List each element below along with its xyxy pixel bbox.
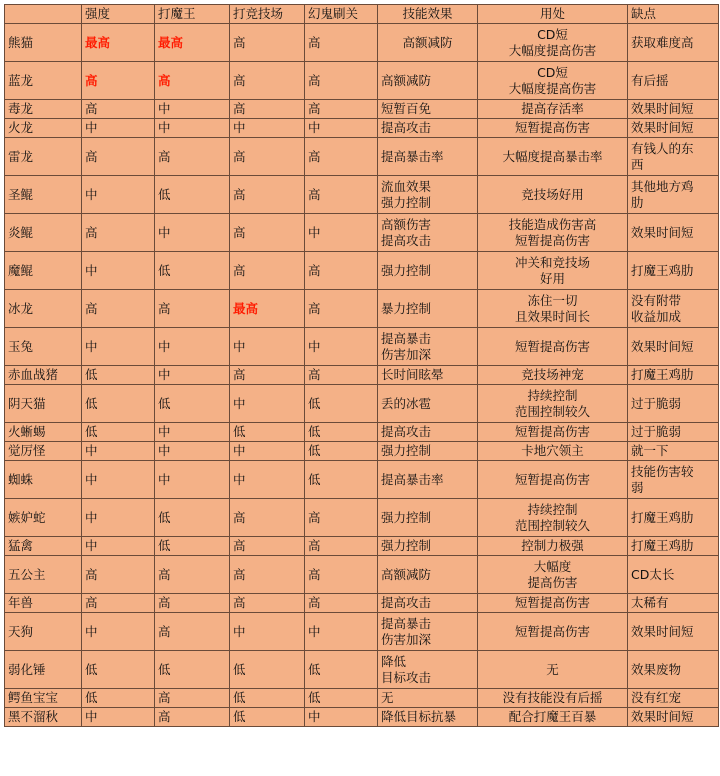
table-row bbox=[5, 651, 719, 689]
strength-cell: 中 bbox=[82, 708, 155, 727]
pet-name: 赤血战猪 bbox=[5, 366, 82, 385]
drawback-cell: 太稀有 bbox=[628, 594, 719, 613]
arena-cell: 中 bbox=[230, 442, 305, 461]
drawback-cell: 过于脆弱 bbox=[628, 423, 719, 442]
ghost-stages-cell: 低 bbox=[305, 651, 378, 689]
strength-cell: 高 bbox=[82, 594, 155, 613]
drawback-cell: 没有红宠 bbox=[628, 689, 719, 708]
drawback-cell: 没有附带 收益加成 bbox=[628, 290, 719, 328]
drawback-cell: 打魔王鸡肋 bbox=[628, 499, 719, 537]
pet-name: 黑不溜秋 bbox=[5, 708, 82, 727]
skill-effect-cell: 流血效果 强力控制 bbox=[378, 176, 478, 214]
pet-name: 觉厉怪 bbox=[5, 442, 82, 461]
boss-cell: 中 bbox=[155, 119, 230, 138]
usage-cell: CD短 大幅度提高伤害 bbox=[478, 24, 628, 62]
header-ghost-stages: 幻鬼刷关 bbox=[305, 5, 378, 24]
drawback-cell: 效果时间短 bbox=[628, 613, 719, 651]
drawback-cell: 就一下 bbox=[628, 442, 719, 461]
drawback-cell: 效果废物 bbox=[628, 651, 719, 689]
boss-cell: 中 bbox=[155, 461, 230, 499]
ghost-stages-cell: 高 bbox=[305, 366, 378, 385]
boss-cell: 中 bbox=[155, 423, 230, 442]
strength-cell: 低 bbox=[82, 366, 155, 385]
pet-name: 蓝龙 bbox=[5, 62, 82, 100]
strength-cell: 中 bbox=[82, 328, 155, 366]
pet-name: 玉兔 bbox=[5, 328, 82, 366]
header-strength: 强度 bbox=[82, 5, 155, 24]
table-row bbox=[5, 556, 719, 594]
boss-cell: 中 bbox=[155, 328, 230, 366]
boss-cell: 低 bbox=[155, 537, 230, 556]
table-row bbox=[5, 24, 719, 62]
boss-cell: 最高 bbox=[155, 24, 230, 62]
skill-effect-cell: 降低 目标攻击 bbox=[378, 651, 478, 689]
usage-cell: 短暂提高伤害 bbox=[478, 423, 628, 442]
boss-cell: 高 bbox=[155, 62, 230, 100]
ghost-stages-cell: 低 bbox=[305, 442, 378, 461]
table-row bbox=[5, 366, 719, 385]
usage-cell: 短暂提高伤害 bbox=[478, 461, 628, 499]
pet-name: 圣鲲 bbox=[5, 176, 82, 214]
table-row bbox=[5, 328, 719, 366]
drawback-cell: 效果时间短 bbox=[628, 119, 719, 138]
skill-effect-cell: 降低目标抗暴 bbox=[378, 708, 478, 727]
boss-cell: 低 bbox=[155, 252, 230, 290]
skill-effect-cell: 提高攻击 bbox=[378, 594, 478, 613]
usage-cell: 短暂提高伤害 bbox=[478, 119, 628, 138]
strength-cell: 中 bbox=[82, 176, 155, 214]
usage-cell: 无 bbox=[478, 651, 628, 689]
ghost-stages-cell: 中 bbox=[305, 214, 378, 252]
table-row bbox=[5, 214, 719, 252]
table-row bbox=[5, 100, 719, 119]
table-row bbox=[5, 423, 719, 442]
table-row bbox=[5, 442, 719, 461]
arena-cell: 中 bbox=[230, 613, 305, 651]
boss-cell: 高 bbox=[155, 138, 230, 176]
ghost-stages-cell: 高 bbox=[305, 499, 378, 537]
ghost-stages-cell: 中 bbox=[305, 613, 378, 651]
pet-name: 弱化锤 bbox=[5, 651, 82, 689]
strength-cell: 中 bbox=[82, 119, 155, 138]
usage-cell: 技能造成伤害高 短暂提高伤害 bbox=[478, 214, 628, 252]
ghost-stages-cell: 高 bbox=[305, 100, 378, 119]
skill-effect-cell: 提高攻击 bbox=[378, 119, 478, 138]
ghost-stages-cell: 高 bbox=[305, 252, 378, 290]
strength-cell: 高 bbox=[82, 138, 155, 176]
skill-effect-cell: 强力控制 bbox=[378, 537, 478, 556]
boss-cell: 中 bbox=[155, 366, 230, 385]
ghost-stages-cell: 低 bbox=[305, 689, 378, 708]
strength-cell: 高 bbox=[82, 100, 155, 119]
usage-cell: 提高存活率 bbox=[478, 100, 628, 119]
table-row bbox=[5, 252, 719, 290]
usage-cell: 没有技能没有后摇 bbox=[478, 689, 628, 708]
pet-name: 火龙 bbox=[5, 119, 82, 138]
table-row bbox=[5, 62, 719, 100]
strength-cell: 低 bbox=[82, 423, 155, 442]
arena-cell: 中 bbox=[230, 119, 305, 138]
boss-cell: 低 bbox=[155, 385, 230, 423]
arena-cell: 高 bbox=[230, 556, 305, 594]
usage-cell: 竞技场神宠 bbox=[478, 366, 628, 385]
skill-effect-cell: 提高暴击率 bbox=[378, 138, 478, 176]
arena-cell: 中 bbox=[230, 461, 305, 499]
strength-cell: 中 bbox=[82, 252, 155, 290]
strength-cell: 低 bbox=[82, 689, 155, 708]
header-skill-effect: 技能效果 bbox=[378, 5, 478, 24]
skill-effect-cell: 高额伤害 提高攻击 bbox=[378, 214, 478, 252]
pet-name: 五公主 bbox=[5, 556, 82, 594]
arena-cell: 低 bbox=[230, 708, 305, 727]
pet-name: 火蜥蜴 bbox=[5, 423, 82, 442]
arena-cell: 高 bbox=[230, 366, 305, 385]
drawback-cell: 有后摇 bbox=[628, 62, 719, 100]
skill-effect-cell: 强力控制 bbox=[378, 442, 478, 461]
skill-effect-cell: 强力控制 bbox=[378, 252, 478, 290]
arena-cell: 高 bbox=[230, 537, 305, 556]
skill-effect-cell: 高额减防 bbox=[378, 24, 478, 62]
table-row bbox=[5, 537, 719, 556]
arena-cell: 低 bbox=[230, 651, 305, 689]
ghost-stages-cell: 高 bbox=[305, 62, 378, 100]
header-row bbox=[5, 5, 719, 24]
boss-cell: 低 bbox=[155, 499, 230, 537]
usage-cell: 大幅度提高暴击率 bbox=[478, 138, 628, 176]
boss-cell: 高 bbox=[155, 556, 230, 594]
boss-cell: 高 bbox=[155, 708, 230, 727]
table-row bbox=[5, 385, 719, 423]
boss-cell: 低 bbox=[155, 176, 230, 214]
arena-cell: 低 bbox=[230, 689, 305, 708]
strength-cell: 低 bbox=[82, 385, 155, 423]
boss-cell: 低 bbox=[155, 651, 230, 689]
pet-name: 天狗 bbox=[5, 613, 82, 651]
strength-cell: 中 bbox=[82, 461, 155, 499]
pet-name: 猛禽 bbox=[5, 537, 82, 556]
arena-cell: 高 bbox=[230, 100, 305, 119]
usage-cell: 大幅度 提高伤害 bbox=[478, 556, 628, 594]
usage-cell: 短暂提高伤害 bbox=[478, 613, 628, 651]
drawback-cell: CD太长 bbox=[628, 556, 719, 594]
strength-cell: 高 bbox=[82, 214, 155, 252]
pet-name: 阴天猫 bbox=[5, 385, 82, 423]
boss-cell: 高 bbox=[155, 594, 230, 613]
strength-cell: 中 bbox=[82, 613, 155, 651]
skill-effect-cell: 强力控制 bbox=[378, 499, 478, 537]
drawback-cell: 打魔王鸡肋 bbox=[628, 366, 719, 385]
arena-cell: 最高 bbox=[230, 290, 305, 328]
pet-name: 熊猫 bbox=[5, 24, 82, 62]
strength-cell: 最高 bbox=[82, 24, 155, 62]
table-row bbox=[5, 119, 719, 138]
arena-cell: 中 bbox=[230, 385, 305, 423]
usage-cell: 持续控制 范围控制较久 bbox=[478, 385, 628, 423]
strength-cell: 中 bbox=[82, 499, 155, 537]
usage-cell: 竞技场好用 bbox=[478, 176, 628, 214]
skill-effect-cell: 丢的冰雹 bbox=[378, 385, 478, 423]
ghost-stages-cell: 低 bbox=[305, 385, 378, 423]
arena-cell: 中 bbox=[230, 328, 305, 366]
skill-effect-cell: 提高暴击 伤害加深 bbox=[378, 328, 478, 366]
table-row bbox=[5, 594, 719, 613]
drawback-cell: 有钱人的东 西 bbox=[628, 138, 719, 176]
usage-cell: 冻住一切 且效果时间长 bbox=[478, 290, 628, 328]
skill-effect-cell: 提高暴击率 bbox=[378, 461, 478, 499]
ghost-stages-cell: 高 bbox=[305, 138, 378, 176]
table-row bbox=[5, 689, 719, 708]
header-usage: 用处 bbox=[478, 5, 628, 24]
usage-cell: 短暂提高伤害 bbox=[478, 594, 628, 613]
drawback-cell: 其他地方鸡 肋 bbox=[628, 176, 719, 214]
strength-cell: 高 bbox=[82, 62, 155, 100]
boss-cell: 中 bbox=[155, 442, 230, 461]
arena-cell: 高 bbox=[230, 499, 305, 537]
arena-cell: 高 bbox=[230, 24, 305, 62]
ghost-stages-cell: 低 bbox=[305, 461, 378, 499]
drawback-cell: 过于脆弱 bbox=[628, 385, 719, 423]
header-drawback: 缺点 bbox=[628, 5, 719, 24]
ghost-stages-cell: 中 bbox=[305, 708, 378, 727]
table-row bbox=[5, 138, 719, 176]
skill-effect-cell: 提高攻击 bbox=[378, 423, 478, 442]
skill-effect-cell: 暴力控制 bbox=[378, 290, 478, 328]
strength-cell: 中 bbox=[82, 442, 155, 461]
ghost-stages-cell: 中 bbox=[305, 119, 378, 138]
pet-name: 嫉妒蛇 bbox=[5, 499, 82, 537]
skill-effect-cell: 高额减防 bbox=[378, 62, 478, 100]
strength-cell: 高 bbox=[82, 290, 155, 328]
pet-name: 蜘蛛 bbox=[5, 461, 82, 499]
ghost-stages-cell: 高 bbox=[305, 594, 378, 613]
skill-effect-cell: 无 bbox=[378, 689, 478, 708]
usage-cell: 配合打魔王百暴 bbox=[478, 708, 628, 727]
skill-effect-cell: 长时间眩晕 bbox=[378, 366, 478, 385]
skill-effect-cell: 短暂百免 bbox=[378, 100, 478, 119]
pet-name: 年兽 bbox=[5, 594, 82, 613]
table-row bbox=[5, 499, 719, 537]
usage-cell: 卡地穴领主 bbox=[478, 442, 628, 461]
boss-cell: 高 bbox=[155, 689, 230, 708]
ghost-stages-cell: 高 bbox=[305, 537, 378, 556]
strength-cell: 低 bbox=[82, 651, 155, 689]
table-row bbox=[5, 708, 719, 727]
pet-comparison-table bbox=[4, 4, 719, 727]
ghost-stages-cell: 高 bbox=[305, 24, 378, 62]
usage-cell: 控制力极强 bbox=[478, 537, 628, 556]
table-row bbox=[5, 176, 719, 214]
drawback-cell: 获取难度高 bbox=[628, 24, 719, 62]
usage-cell: 持续控制 范围控制较久 bbox=[478, 499, 628, 537]
table-row bbox=[5, 461, 719, 499]
header-boss: 打魔王 bbox=[155, 5, 230, 24]
drawback-cell: 效果时间短 bbox=[628, 100, 719, 119]
ghost-stages-cell: 高 bbox=[305, 176, 378, 214]
usage-cell: CD短 大幅度提高伤害 bbox=[478, 62, 628, 100]
boss-cell: 高 bbox=[155, 290, 230, 328]
arena-cell: 高 bbox=[230, 138, 305, 176]
usage-cell: 冲关和竞技场 好用 bbox=[478, 252, 628, 290]
ghost-stages-cell: 低 bbox=[305, 423, 378, 442]
arena-cell: 高 bbox=[230, 214, 305, 252]
skill-effect-cell: 高额减防 bbox=[378, 556, 478, 594]
ghost-stages-cell: 高 bbox=[305, 290, 378, 328]
boss-cell: 中 bbox=[155, 100, 230, 119]
arena-cell: 高 bbox=[230, 62, 305, 100]
ghost-stages-cell: 中 bbox=[305, 328, 378, 366]
pet-name: 毒龙 bbox=[5, 100, 82, 119]
drawback-cell: 效果时间短 bbox=[628, 328, 719, 366]
table-row bbox=[5, 613, 719, 651]
table-row bbox=[5, 290, 719, 328]
usage-cell: 短暂提高伤害 bbox=[478, 328, 628, 366]
skill-effect-cell: 提高暴击 伤害加深 bbox=[378, 613, 478, 651]
arena-cell: 低 bbox=[230, 423, 305, 442]
strength-cell: 高 bbox=[82, 556, 155, 594]
drawback-cell: 效果时间短 bbox=[628, 708, 719, 727]
boss-cell: 中 bbox=[155, 214, 230, 252]
pet-name: 冰龙 bbox=[5, 290, 82, 328]
table-body bbox=[5, 24, 719, 727]
ghost-stages-cell: 高 bbox=[305, 556, 378, 594]
pet-name: 炎鲲 bbox=[5, 214, 82, 252]
header-cell bbox=[5, 5, 82, 24]
pet-name: 魔鲲 bbox=[5, 252, 82, 290]
drawback-cell: 打魔王鸡肋 bbox=[628, 252, 719, 290]
strength-cell: 中 bbox=[82, 537, 155, 556]
pet-name: 鳄鱼宝宝 bbox=[5, 689, 82, 708]
arena-cell: 高 bbox=[230, 176, 305, 214]
drawback-cell: 打魔王鸡肋 bbox=[628, 537, 719, 556]
arena-cell: 高 bbox=[230, 252, 305, 290]
pet-name: 雷龙 bbox=[5, 138, 82, 176]
drawback-cell: 技能伤害较 弱 bbox=[628, 461, 719, 499]
arena-cell: 高 bbox=[230, 594, 305, 613]
boss-cell: 高 bbox=[155, 613, 230, 651]
drawback-cell: 效果时间短 bbox=[628, 214, 719, 252]
header-arena: 打竞技场 bbox=[230, 5, 305, 24]
